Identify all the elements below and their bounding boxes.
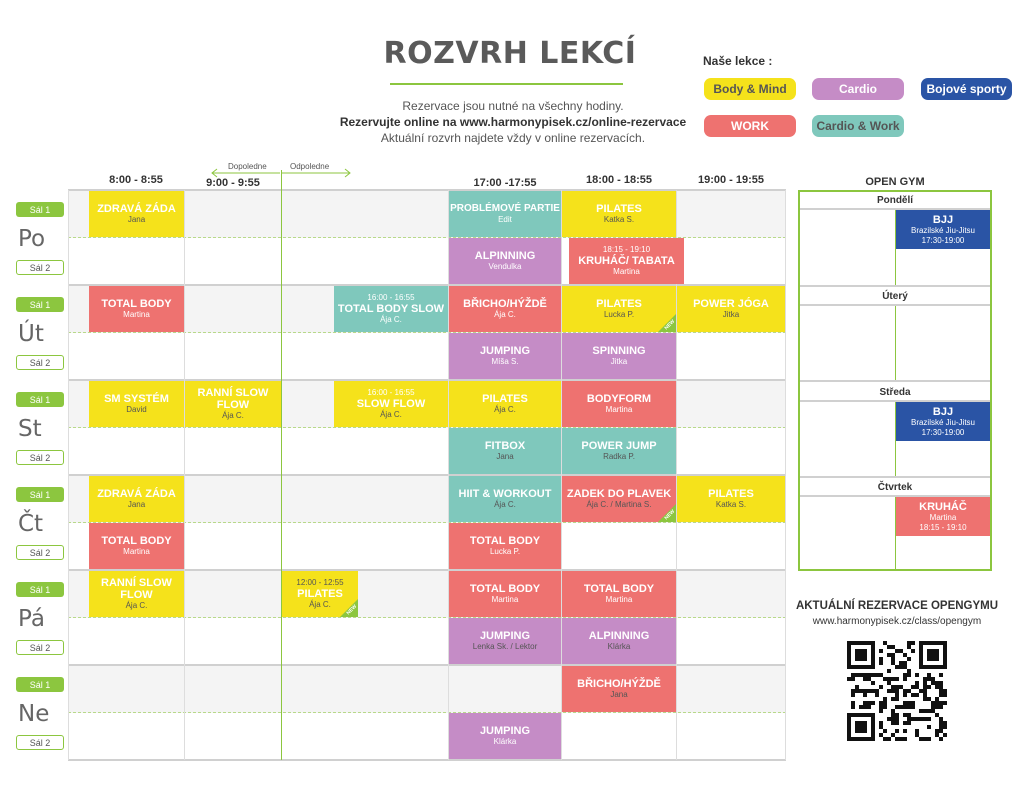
room-label: Sál 2 bbox=[16, 450, 64, 465]
room-label: Sál 1 bbox=[16, 677, 64, 692]
og-day-ctvrtek: Čtvrtek bbox=[877, 482, 913, 493]
class-block[interactable] bbox=[89, 523, 184, 569]
class-instructor: Katka S. bbox=[603, 215, 635, 224]
room-divider bbox=[68, 712, 786, 713]
class-name: TOTAL BODY SLOW bbox=[337, 303, 445, 315]
class-name: ZDRAVÁ ZÁDA bbox=[97, 488, 176, 500]
class-name: BJJ bbox=[932, 213, 954, 226]
class-name: TOTAL BODY bbox=[469, 583, 541, 595]
class-block[interactable] bbox=[677, 476, 785, 522]
day-pa: Pá bbox=[18, 606, 45, 632]
class-block[interactable] bbox=[562, 571, 676, 617]
class-name: PILATES bbox=[708, 488, 754, 500]
new-badge: NEW bbox=[340, 599, 358, 617]
schedule-note: Aktuální rozvrh najdete vždy v online rezervacích. bbox=[380, 131, 646, 145]
class-block[interactable] bbox=[449, 618, 561, 664]
room-label: Sál 1 bbox=[16, 582, 64, 597]
og-class-block[interactable] bbox=[896, 210, 990, 249]
class-instructor: Edit bbox=[498, 215, 512, 224]
class-name: KRUHÁČ/ TABATA bbox=[578, 255, 675, 267]
class-instructor: Lucka P. bbox=[603, 310, 635, 319]
class-instructor: Ája C. bbox=[494, 405, 516, 414]
class-time: 16:00 - 16:55 bbox=[367, 388, 415, 397]
legend-cardio: Cardio bbox=[812, 78, 904, 100]
col-1900: 19:00 - 19:55 bbox=[697, 174, 765, 186]
title-underline bbox=[390, 83, 623, 85]
class-instructor: Martina bbox=[123, 547, 150, 556]
class-name: BŘICHO/HÝŽDĚ bbox=[463, 298, 547, 310]
day-st: St bbox=[18, 416, 42, 442]
class-block[interactable] bbox=[89, 381, 184, 427]
legend-title: Naše lekce : bbox=[703, 54, 773, 68]
class-instructor: Martina bbox=[613, 267, 640, 276]
grid-line bbox=[68, 759, 786, 761]
col-0800: 8:00 - 8:55 bbox=[109, 174, 163, 186]
class-name: PILATES bbox=[482, 393, 528, 405]
class-time: 18:15 - 19:10 bbox=[919, 522, 967, 532]
legend-cardio-work: Cardio & Work bbox=[812, 115, 904, 137]
odpoledne-label: Odpoledne bbox=[290, 162, 330, 171]
room-label: Sál 2 bbox=[16, 735, 64, 750]
room-label: Sál 1 bbox=[16, 297, 64, 312]
class-instructor: Jana bbox=[127, 500, 146, 509]
class-block[interactable] bbox=[449, 571, 561, 617]
class-block[interactable] bbox=[562, 191, 676, 237]
room-label: Sál 2 bbox=[16, 640, 64, 655]
class-sub: Brazilské Jiu-Jitsu bbox=[910, 417, 975, 427]
class-block[interactable] bbox=[89, 286, 184, 332]
class-instructor: Ája C. bbox=[125, 601, 148, 610]
col-0900: 9:00 - 9:55 bbox=[206, 177, 260, 189]
class-name: PILATES bbox=[596, 298, 642, 310]
legend-body-mind: Body & Mind bbox=[704, 78, 796, 100]
class-instructor: Jana bbox=[127, 215, 146, 224]
legend-work: WORK bbox=[704, 115, 796, 137]
class-instructor: Jana bbox=[610, 690, 628, 699]
class-block[interactable] bbox=[562, 381, 676, 427]
class-block[interactable] bbox=[449, 286, 561, 332]
class-block[interactable] bbox=[89, 571, 184, 617]
class-instructor: Ája C. bbox=[380, 410, 402, 419]
class-block[interactable] bbox=[449, 476, 561, 522]
class-time: 18:15 - 19:10 bbox=[602, 245, 651, 254]
class-block[interactable] bbox=[562, 428, 676, 474]
og-day-streda: Středa bbox=[879, 387, 911, 398]
class-block[interactable] bbox=[562, 618, 676, 664]
class-instructor: Ája C. bbox=[494, 500, 516, 509]
class-name: TOTAL BODY bbox=[101, 535, 172, 547]
class-block[interactable] bbox=[449, 381, 561, 427]
class-instructor: Ája C. bbox=[380, 315, 402, 324]
class-name: RANNÍ SLOW FLOW bbox=[101, 577, 172, 601]
class-instructor: Klárka bbox=[493, 737, 517, 746]
class-block[interactable] bbox=[449, 191, 561, 237]
og-class-block[interactable] bbox=[896, 402, 990, 441]
room-label: Sál 1 bbox=[16, 392, 64, 407]
class-name: FITBOX bbox=[484, 440, 526, 452]
class-instructor: Ája C. bbox=[309, 600, 331, 609]
class-block[interactable] bbox=[677, 286, 785, 332]
room-divider bbox=[68, 617, 786, 618]
qr-code[interactable] bbox=[846, 640, 948, 742]
class-name: BJJ bbox=[932, 405, 954, 418]
class-block[interactable] bbox=[334, 381, 448, 427]
class-time: 17:30-19:00 bbox=[921, 235, 965, 245]
open-gym-reservation-title: AKTUÁLNÍ REZERVACE OPENGYMU bbox=[795, 600, 999, 612]
reservation-url-note: Rezervujte online na www.harmonypisek.cz/online-rezervace bbox=[339, 115, 687, 129]
class-instructor: Martina bbox=[605, 405, 633, 414]
class-block[interactable] bbox=[562, 666, 676, 712]
class-name: KRUHÁČ bbox=[919, 500, 967, 513]
class-instructor: Ája C. bbox=[222, 411, 244, 420]
class-block[interactable] bbox=[185, 381, 281, 427]
class-instructor: Jitka bbox=[722, 310, 740, 319]
class-name: JUMPING bbox=[479, 345, 531, 357]
class-name: SM SYSTÉM bbox=[104, 393, 169, 405]
room-label: Sál 2 bbox=[16, 355, 64, 370]
og-day-utery: Úterý bbox=[882, 291, 908, 302]
class-name: ALPINNING bbox=[474, 250, 536, 262]
open-gym-url[interactable]: www.harmonypisek.cz/class/opengym bbox=[812, 616, 982, 627]
class-block[interactable] bbox=[449, 713, 561, 759]
class-instructor: Lenka Sk. / Lektor bbox=[472, 642, 538, 651]
room-label: Sál 1 bbox=[16, 202, 64, 217]
class-name: BŘICHO/HÝŽDĚ bbox=[577, 678, 661, 690]
class-block[interactable] bbox=[449, 428, 561, 474]
class-name: ZADEK DO PLAVEK bbox=[566, 488, 672, 500]
page-title: ROZVRH LEKCÍ bbox=[383, 36, 637, 71]
class-block[interactable] bbox=[89, 476, 184, 522]
class-instructor: Katka S. bbox=[715, 500, 747, 509]
class-instructor: Lucka P. bbox=[489, 547, 521, 556]
class-block[interactable] bbox=[334, 286, 448, 332]
class-sub: Martina bbox=[929, 512, 957, 522]
class-instructor: Jana bbox=[496, 452, 514, 461]
class-instructor: Ája C. bbox=[494, 310, 516, 319]
class-name: ALPINNING bbox=[588, 630, 650, 642]
class-instructor: Jitka bbox=[610, 357, 628, 366]
class-name: PILATES bbox=[596, 203, 642, 215]
class-instructor: Radka P. bbox=[603, 452, 635, 461]
day-po: Po bbox=[18, 226, 46, 252]
class-instructor: Míša S. bbox=[491, 357, 519, 366]
class-name: HIIT & WORKOUT bbox=[458, 488, 552, 500]
class-time: 12:00 - 12:55 bbox=[296, 578, 344, 587]
class-block[interactable] bbox=[562, 333, 676, 379]
class-name: RANNÍ SLOW FLOW bbox=[197, 387, 269, 411]
class-name: JUMPING bbox=[479, 630, 531, 642]
class-name: PILATES bbox=[297, 588, 343, 600]
class-name: ZDRAVÁ ZÁDA bbox=[97, 203, 176, 215]
class-name: PROBLÉMOVÉ PARTIE bbox=[450, 203, 560, 214]
class-instructor: Vendulka bbox=[488, 262, 522, 271]
class-name: POWER JÓGA bbox=[693, 298, 769, 310]
class-block[interactable] bbox=[449, 238, 561, 284]
class-block[interactable] bbox=[89, 191, 184, 237]
class-sub: Brazilské Jiu-Jitsu bbox=[910, 225, 975, 235]
day-ct: Čt bbox=[18, 511, 44, 537]
legend-bojove-sporty: Bojové sporty bbox=[921, 78, 1012, 100]
col-1800: 18:00 - 18:55 bbox=[585, 174, 653, 186]
class-time: 17:30-19:00 bbox=[921, 427, 965, 437]
class-block[interactable] bbox=[569, 238, 684, 284]
dopoledne-label: Dopoledne bbox=[228, 162, 267, 171]
class-instructor: David bbox=[126, 405, 147, 414]
col-1700: 17:00 -17:55 bbox=[473, 177, 537, 189]
og-day-pondeli: Pondělí bbox=[876, 195, 914, 206]
open-gym-title: OPEN GYM bbox=[865, 176, 925, 188]
grid-line bbox=[68, 664, 786, 666]
room-label: Sál 1 bbox=[16, 487, 64, 502]
class-name: SPINNING bbox=[592, 345, 646, 357]
class-name: TOTAL BODY bbox=[583, 583, 655, 595]
og-class-block[interactable] bbox=[896, 497, 990, 536]
new-badge: NEW bbox=[658, 504, 676, 522]
class-instructor: Ája C. / Martina S. bbox=[586, 500, 652, 509]
reservation-note: Rezervace jsou nutné na všechny hodiny. bbox=[402, 99, 624, 113]
class-block[interactable] bbox=[449, 523, 561, 569]
morning-afternoon-divider bbox=[281, 170, 282, 760]
class-instructor: Martina bbox=[123, 310, 150, 319]
class-name: POWER JUMP bbox=[581, 440, 657, 452]
class-instructor: Martina bbox=[491, 595, 519, 604]
day-ne: Ne bbox=[18, 701, 50, 727]
class-name: TOTAL BODY bbox=[101, 298, 172, 310]
new-badge: NEW bbox=[658, 314, 676, 332]
class-block[interactable] bbox=[449, 333, 561, 379]
class-name: TOTAL BODY bbox=[469, 535, 541, 547]
class-time: 16:00 - 16:55 bbox=[367, 293, 415, 302]
class-name: BODYFORM bbox=[586, 393, 652, 405]
room-label: Sál 2 bbox=[16, 545, 64, 560]
day-ut: Út bbox=[18, 321, 44, 347]
class-name: SLOW FLOW bbox=[356, 398, 426, 410]
room-label: Sál 2 bbox=[16, 260, 64, 275]
class-name: JUMPING bbox=[479, 725, 531, 737]
room-divider bbox=[68, 332, 786, 333]
class-instructor: Klárka bbox=[607, 642, 631, 651]
room-divider bbox=[68, 427, 786, 428]
class-instructor: Martina bbox=[605, 595, 633, 604]
